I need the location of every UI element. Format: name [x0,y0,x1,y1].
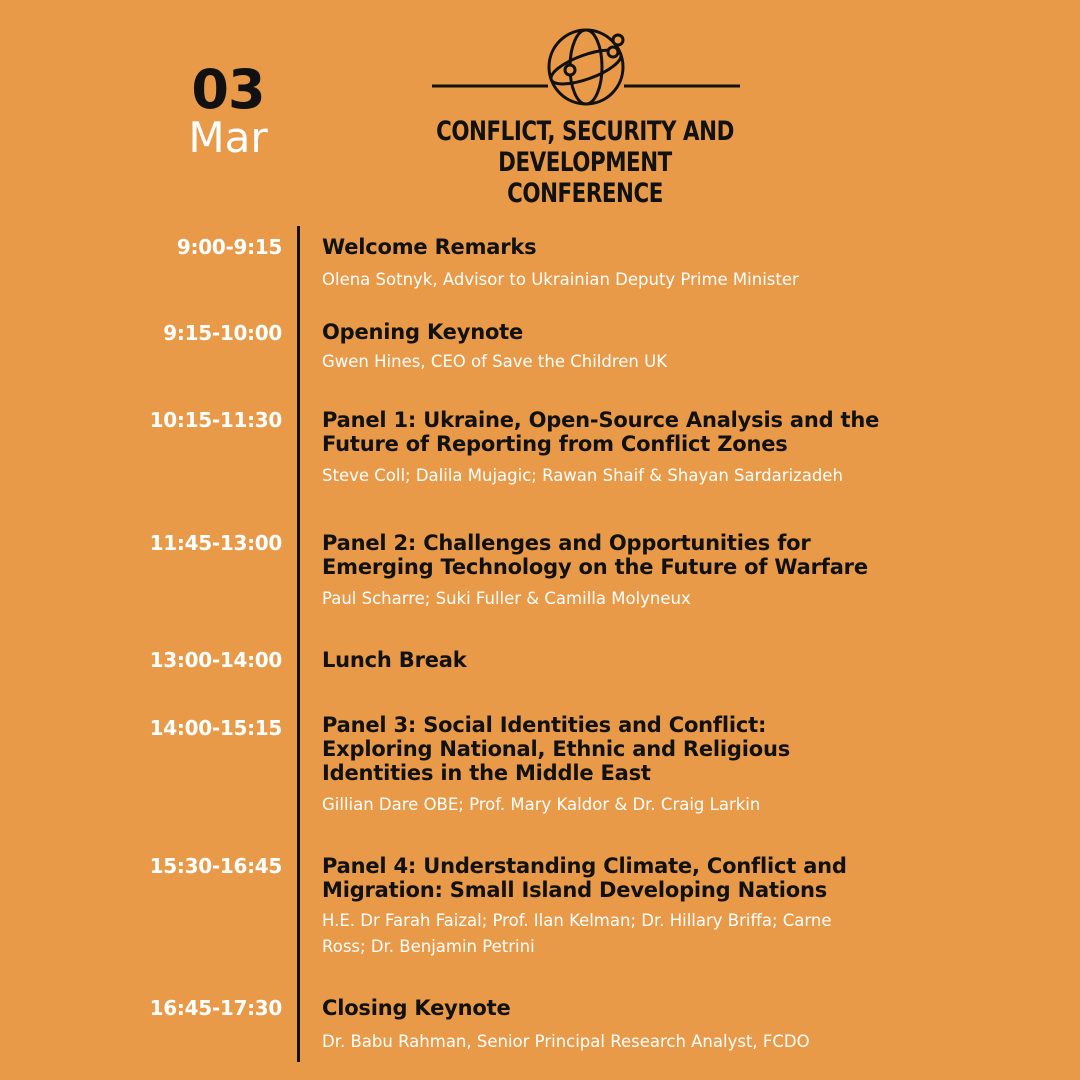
date-month: Mar [188,113,268,162]
session-title-line3: Identities in the Middle East [322,761,651,785]
timeline-line [297,226,300,1062]
session-speakers: Gillian Dare OBE; Prof. Mary Kaldor & Dr. Craig Larkin [322,795,761,814]
session-speakers: Paul Scharre; Suki Fuller & Camilla Molyneux [322,589,691,608]
session-time: 9:00-9:15 [176,235,282,259]
session-speakers [322,908,962,960]
session-title-line2: Migration: Small Island Developing Nations [322,878,828,902]
session-title-line2: Future of Reporting from Conflict Zones [322,432,788,456]
session-title: Opening Keynote [322,320,524,344]
session-title: Welcome Remarks [322,235,537,259]
session-time: 10:15-11:30 [149,408,282,432]
date-day: 03 [191,58,265,121]
session-title-line2: Exploring National, Ethnic and Religious [322,737,791,761]
session-speakers: Dr. Babu Rahman, Senior Principal Research Analyst, FCDO [322,1032,810,1051]
session-speakers-line2: Ross; Dr. Benjamin Petrini [322,937,535,956]
session-speakers: Gwen Hines, CEO of Save the Children UK [322,352,668,371]
session-title: Lunch Break [322,648,467,672]
conference-title-line1: CONFLICT, SECURITY AND DEVELOPMENT [436,116,734,178]
session-title-line1: Panel 2: Challenges and Opportunities for [322,531,811,555]
session-time: 16:45-17:30 [149,996,282,1020]
session-title [322,531,962,579]
globe-logo-icon [430,22,742,112]
session-time: 11:45-13:00 [149,531,282,555]
session-title-line2: Emerging Technology on the Future of Warfare [322,555,868,579]
session-title-line1: Panel 1: Ukraine, Open-Source Analysis and the [322,408,880,432]
session-time: 13:00-14:00 [149,648,282,672]
session-time: 15:30-16:45 [149,854,282,878]
session-title-line1: Panel 3: Social Identities and Conflict: [322,713,767,737]
session-speakers: Olena Sotnyk, Advisor to Ukrainian Deputy Prime Minister [322,270,799,289]
session-title-line1: Panel 4: Understanding Climate, Conflict and [322,854,847,878]
conference-title-line2: CONFERENCE [507,178,663,209]
session-title [322,713,962,785]
session-title [322,408,962,456]
session-title [322,854,962,902]
session-time: 9:15-10:00 [163,321,282,345]
session-time: 14:00-15:15 [149,716,282,740]
conference-title [387,116,783,209]
session-title: Closing Keynote [322,996,511,1020]
session-speakers: Steve Coll; Dalila Mujagic; Rawan Shaif & Shayan Sardarizadeh [322,466,843,485]
session-speakers-line1: H.E. Dr Farah Faizal; Prof. Ilan Kelman; Dr. Hillary Briffa; Carne [322,911,832,930]
